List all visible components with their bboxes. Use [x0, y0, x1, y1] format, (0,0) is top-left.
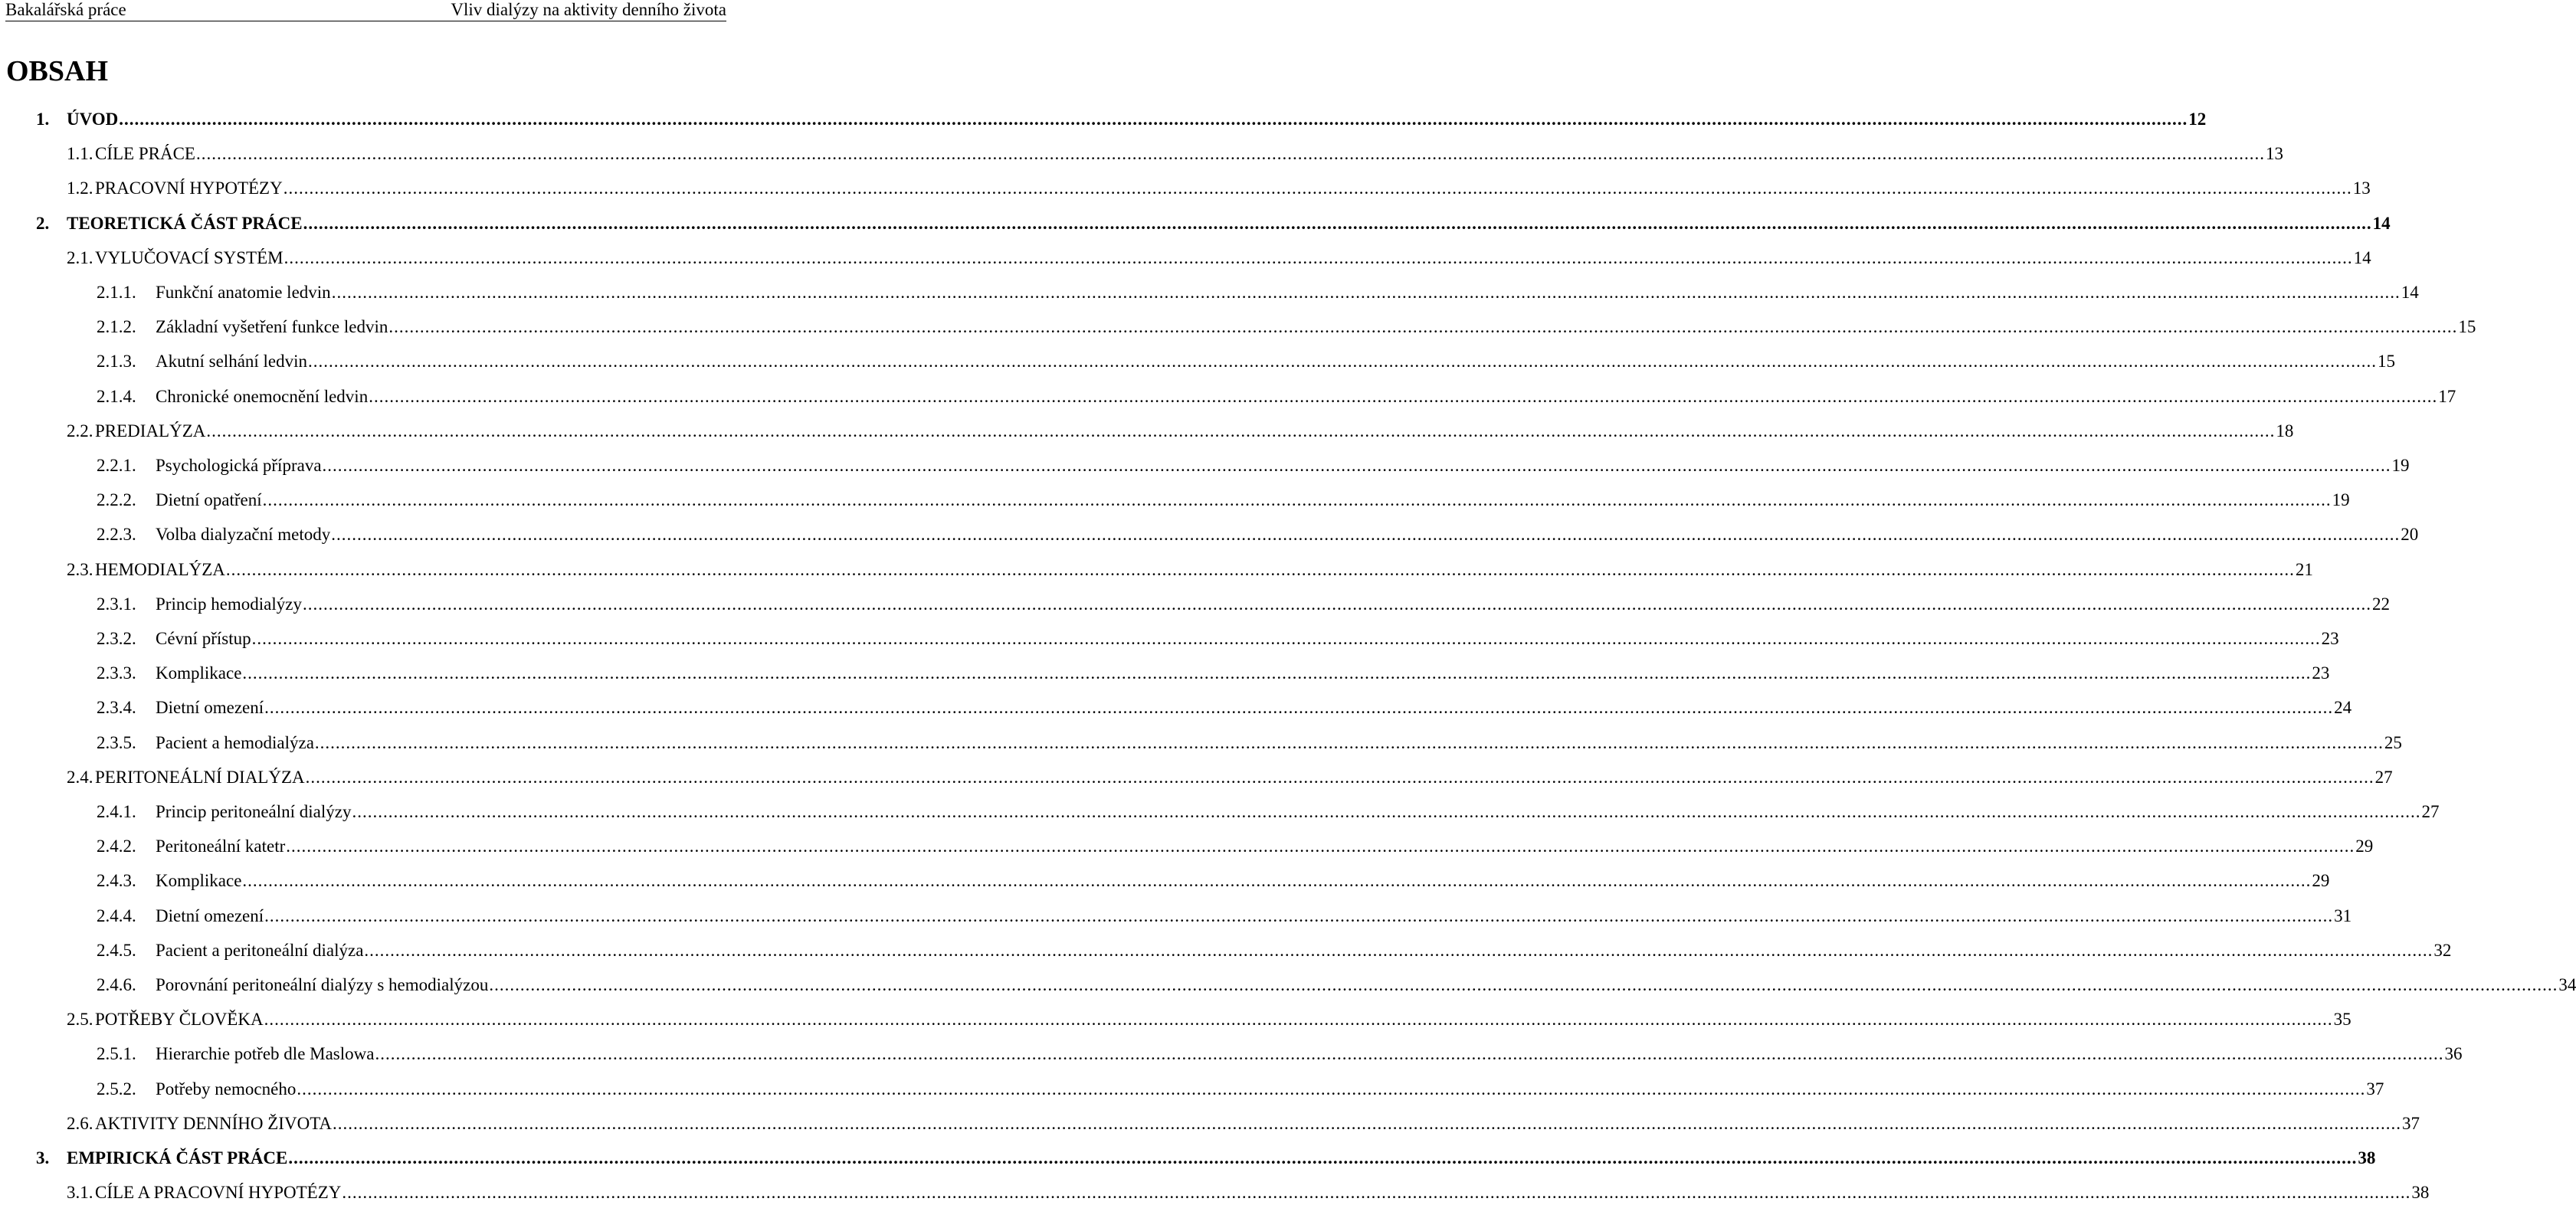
toc-entry-number: 2.1.3.: [97, 352, 136, 371]
toc-entry[interactable]: [0, 863, 2330, 899]
dot-leader: ................................................................................................................................................................................................................................................................................................................................................................................................................: [286, 837, 2355, 856]
toc-entry-number: 2.4.6.: [97, 975, 136, 994]
toc-entry-label: Potřeby nemocného: [156, 1079, 297, 1099]
toc-entry-label: Dietní omezení: [156, 698, 264, 717]
toc-entry-number: 3.1.: [67, 1183, 93, 1202]
toc-entry[interactable]: [0, 899, 2352, 934]
toc-entry-page: 32: [2433, 941, 2452, 960]
toc-entry-number: 3.: [36, 1148, 50, 1167]
toc-entry[interactable]: [0, 725, 2402, 761]
toc-entry[interactable]: [0, 136, 2283, 172]
toc-entry-label: Peritoneální katetr: [156, 837, 286, 856]
toc-entry-number: 2.2.1.: [97, 456, 136, 475]
dot-leader: ................................................................................................................................................................................................................................................................................................................................................................................................................: [283, 178, 2352, 198]
toc-entry-number: 2.3.2.: [97, 629, 136, 648]
dot-leader: ................................................................................................................................................................................................................................................................................................................................................................................................................: [242, 663, 2312, 683]
dot-leader: ................................................................................................................................................................................................................................................................................................................................................................................................................: [388, 317, 2458, 336]
toc-entry[interactable]: [0, 171, 2371, 206]
toc-entry-page: 20: [2401, 525, 2419, 544]
toc-entry-page: 23: [2321, 629, 2339, 648]
dot-leader: ................................................................................................................................................................................................................................................................................................................................................................................................................: [314, 733, 2384, 752]
toc-entry-label: HEMODIALÝZA: [95, 560, 225, 579]
toc-entry-number: 2.1.4.: [97, 387, 136, 406]
toc-entry-page: 22: [2372, 594, 2390, 614]
toc-entry-number: 2.: [36, 214, 50, 233]
toc-entry-label: Pacient a hemodialýza: [156, 733, 314, 752]
toc-entry-number: 2.5.2.: [97, 1079, 136, 1099]
toc-entry-page: 19: [2332, 490, 2350, 509]
toc-entry-page: 14: [2401, 283, 2419, 302]
dot-leader: ................................................................................................................................................................................................................................................................................................................................................................................................................: [119, 110, 2188, 129]
header-thesis-type: Bakalářská práce: [5, 0, 126, 19]
toc-entry[interactable]: [0, 309, 2476, 345]
toc-entry-page: 34: [2558, 975, 2576, 994]
toc-entry[interactable]: [0, 483, 2350, 518]
toc-entry[interactable]: [0, 517, 2419, 552]
dot-leader: ................................................................................................................................................................................................................................................................................................................................................................................................................: [342, 1183, 2411, 1202]
dot-leader: ................................................................................................................................................................................................................................................................................................................................................................................................................: [369, 387, 2438, 406]
toc-entry-number: 2.4.2.: [97, 837, 136, 856]
toc-entry-number: 2.6.: [67, 1114, 93, 1133]
toc-entry-page: 15: [2458, 317, 2476, 336]
toc-entry-number: 2.3.: [67, 560, 93, 579]
dot-leader: ................................................................................................................................................................................................................................................................................................................................................................................................................: [333, 1114, 2402, 1133]
toc-entry[interactable]: [0, 933, 2452, 968]
toc-entry-page: 18: [2276, 421, 2294, 440]
toc-entry[interactable]: [0, 829, 2374, 864]
toc-entry[interactable]: [0, 656, 2330, 691]
toc-entry-page: 37: [2366, 1079, 2384, 1099]
toc-entry-page: 38: [2411, 1183, 2430, 1202]
dot-leader: ................................................................................................................................................................................................................................................................................................................................................................................................................: [264, 906, 2334, 925]
dot-leader: ................................................................................................................................................................................................................................................................................................................................................................................................................: [303, 214, 2372, 233]
toc-entry-label: PRACOVNÍ HYPOTÉZY: [95, 178, 283, 198]
toc-entry-number: 1.2.: [67, 178, 93, 198]
toc-entry-label: TEORETICKÁ ČÁST PRÁCE: [67, 214, 303, 233]
toc-entry-number: 1.: [36, 110, 50, 129]
toc-entry[interactable]: [0, 448, 2410, 483]
toc-entry-number: 2.3.4.: [97, 698, 136, 717]
toc-entry-page: 14: [2353, 248, 2371, 267]
dot-leader: ................................................................................................................................................................................................................................................................................................................................................................................................................: [308, 352, 2378, 371]
toc-entry-label: Pacient a peritoneální dialýza: [156, 941, 364, 960]
toc-entry-label: Akutní selhání ledvin: [156, 352, 308, 371]
toc-entry-number: 2.4.: [67, 768, 93, 787]
toc-entry-page: 23: [2312, 663, 2330, 683]
toc-entry[interactable]: [0, 552, 2313, 588]
toc-entry-number: 2.1.: [67, 248, 93, 267]
toc-entry-label: VYLUČOVACÍ SYSTÉM: [95, 248, 283, 267]
toc-entry-page: 29: [2312, 871, 2330, 890]
toc-entry-page: 21: [2295, 560, 2313, 579]
dot-leader: ................................................................................................................................................................................................................................................................................................................................................................................................................: [264, 698, 2334, 717]
dot-leader: ................................................................................................................................................................................................................................................................................................................................................................................................................: [331, 525, 2401, 544]
toc-entry-number: 2.1.1.: [97, 283, 136, 302]
dot-leader: ................................................................................................................................................................................................................................................................................................................................................................................................................: [303, 594, 2371, 614]
toc-entry-page: 15: [2378, 352, 2396, 371]
dot-leader: ................................................................................................................................................................................................................................................................................................................................................................................................................: [297, 1079, 2366, 1099]
toc-entry-page: 31: [2334, 906, 2352, 925]
toc-entry-label: PREDIALÝZA: [95, 421, 206, 440]
toc-entry-number: 2.5.: [67, 1010, 93, 1029]
toc-entry-number: 2.3.5.: [97, 733, 136, 752]
toc-entry-label: Funkční anatomie ledvin: [156, 283, 331, 302]
toc-entry-label: Základní vyšetření funkce ledvin: [156, 317, 388, 336]
toc-entry-number: 2.3.1.: [97, 594, 136, 614]
toc-entry-label: Komplikace: [156, 871, 242, 890]
toc-entry[interactable]: [0, 621, 2339, 657]
page-header: [5, 0, 726, 21]
toc-entry-page: 13: [2265, 144, 2283, 163]
toc-entry[interactable]: [0, 206, 2391, 241]
toc-entry[interactable]: [0, 344, 2396, 379]
dot-leader: ................................................................................................................................................................................................................................................................................................................................................................................................................: [195, 144, 2265, 163]
toc-entry-label: Dietní opatření: [156, 490, 262, 509]
toc-entry-number: 2.4.4.: [97, 906, 136, 925]
dot-leader: ................................................................................................................................................................................................................................................................................................................................................................................................................: [489, 975, 2558, 994]
toc-entry-number: 2.3.3.: [97, 663, 136, 683]
toc-entry-page: 27: [2374, 768, 2393, 787]
dot-leader: ................................................................................................................................................................................................................................................................................................................................................................................................................: [225, 560, 2295, 579]
toc-entry-page: 38: [2358, 1148, 2376, 1167]
dot-leader: ................................................................................................................................................................................................................................................................................................................................................................................................................: [331, 283, 2401, 302]
toc-entry-label: PERITONEÁLNÍ DIALÝZA: [95, 768, 305, 787]
toc-entry[interactable]: [0, 587, 2390, 622]
toc-entry-label: CÍLE PRÁCE: [95, 144, 195, 163]
toc-entry-page: 25: [2384, 733, 2402, 752]
toc-entry-label: Chronické onemocnění ledvin: [156, 387, 369, 406]
toc-entry-page: 37: [2402, 1114, 2420, 1133]
toc-entry[interactable]: [0, 275, 2419, 310]
toc-entry-label: POTŘEBY ČLOVĚKA: [95, 1010, 264, 1029]
toc-entry-number: 2.4.3.: [97, 871, 136, 890]
toc-entry-number: 2.4.5.: [97, 941, 136, 960]
toc-entry-page: 24: [2334, 698, 2352, 717]
dot-leader: ................................................................................................................................................................................................................................................................................................................................................................................................................: [206, 421, 2276, 440]
dot-leader: ................................................................................................................................................................................................................................................................................................................................................................................................................: [352, 802, 2421, 821]
toc-entry-number: 1.1.: [67, 144, 93, 163]
toc-entry-label: Komplikace: [156, 663, 242, 683]
toc-entry-label: Cévní přístup: [156, 629, 251, 648]
toc-entry[interactable]: [0, 379, 2456, 414]
toc-entry[interactable]: [0, 794, 2440, 830]
toc-entry-label: EMPIRICKÁ ČÁST PRÁCE: [67, 1148, 288, 1167]
toc-entry[interactable]: [0, 1036, 2463, 1072]
toc-entry-label: CÍLE A PRACOVNÍ HYPOTÉZY: [95, 1183, 342, 1202]
toc-entry[interactable]: [0, 1072, 2384, 1107]
toc-entry-number: 2.5.1.: [97, 1044, 136, 1063]
toc-entry-number: 2.1.2.: [97, 317, 136, 336]
toc-entry-label: ÚVOD: [67, 110, 119, 129]
dot-leader: ................................................................................................................................................................................................................................................................................................................................................................................................................: [242, 871, 2312, 890]
toc-entry[interactable]: [0, 690, 2352, 725]
toc-entry-number: 2.2.3.: [97, 525, 136, 544]
toc-entry-label: Psychologická příprava: [156, 456, 322, 475]
toc-entry[interactable]: [0, 414, 2294, 449]
toc-entry[interactable]: [0, 1141, 2376, 1176]
toc-entry-page: 36: [2444, 1044, 2463, 1063]
toc-entry-page: 12: [2188, 110, 2207, 129]
toc-entry[interactable]: [0, 760, 2393, 795]
toc-entry-label: Porovnání peritoneální dialýzy s hemodialýzou: [156, 975, 489, 994]
toc-entry-label: Dietní omezení: [156, 906, 264, 925]
toc-entry-page: 29: [2355, 837, 2374, 856]
toc-entry[interactable]: [0, 102, 2207, 137]
toc-entry-label: Volba dialyzační metody: [156, 525, 331, 544]
dot-leader: ................................................................................................................................................................................................................................................................................................................................................................................................................: [251, 629, 2321, 648]
dot-leader: ................................................................................................................................................................................................................................................................................................................................................................................................................: [375, 1044, 2444, 1063]
dot-leader: ................................................................................................................................................................................................................................................................................................................................................................................................................: [288, 1148, 2358, 1167]
dot-leader: ................................................................................................................................................................................................................................................................................................................................................................................................................: [264, 1010, 2333, 1029]
toc-entry-label: Princip hemodialýzy: [156, 594, 302, 614]
dot-leader: ................................................................................................................................................................................................................................................................................................................................................................................................................: [262, 490, 2332, 509]
toc-entry-page: 17: [2438, 387, 2456, 406]
toc-entry-page: 19: [2391, 456, 2410, 475]
toc-entry[interactable]: [0, 1175, 2430, 1210]
toc-entry-number: 2.2.: [67, 421, 93, 440]
toc-entry-label: Hierarchie potřeb dle Maslowa: [156, 1044, 375, 1063]
toc-entry-page: 14: [2372, 214, 2391, 233]
toc-entry[interactable]: [0, 968, 2576, 1003]
toc-entry-label: Princip peritoneální dialýzy: [156, 802, 352, 821]
toc-entry[interactable]: [0, 1002, 2352, 1037]
dot-leader: ................................................................................................................................................................................................................................................................................................................................................................................................................: [305, 768, 2374, 787]
dot-leader: ................................................................................................................................................................................................................................................................................................................................................................................................................: [364, 941, 2433, 960]
dot-leader: ................................................................................................................................................................................................................................................................................................................................................................................................................: [322, 456, 2391, 475]
dot-leader: ................................................................................................................................................................................................................................................................................................................................................................................................................: [283, 248, 2353, 267]
toc-entry[interactable]: [0, 1106, 2420, 1141]
toc-entry-page: 13: [2352, 178, 2371, 198]
header-thesis-title: Vliv dialýzy na aktivity denního života: [451, 0, 726, 19]
toc-entry-page: 35: [2333, 1010, 2352, 1029]
toc-entry-number: 2.4.1.: [97, 802, 136, 821]
toc-entry-page: 27: [2421, 802, 2440, 821]
toc-entry[interactable]: [0, 241, 2371, 276]
page-title: OBSAH: [6, 55, 109, 87]
toc-entry-label: AKTIVITY DENNÍHO ŽIVOTA: [95, 1114, 333, 1133]
toc-entry-number: 2.2.2.: [97, 490, 136, 509]
